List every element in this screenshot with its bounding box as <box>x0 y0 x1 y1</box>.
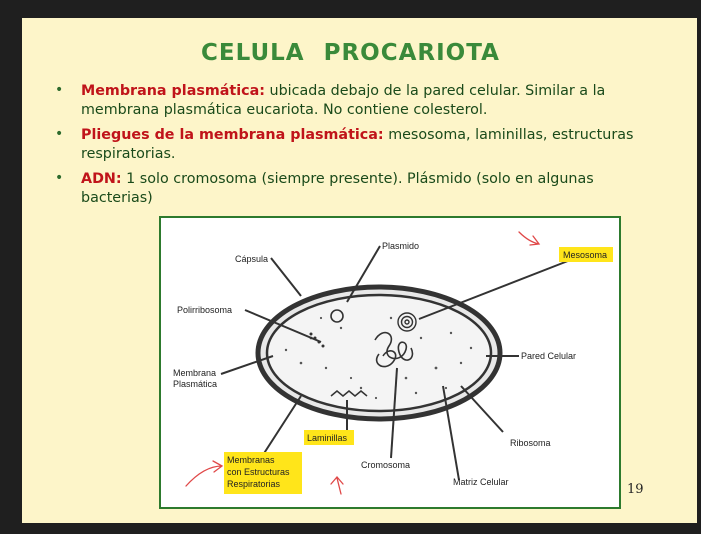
bullet-membrana <box>55 82 665 120</box>
red-arrow-icon <box>186 461 222 486</box>
label-membranas-2: con Estructuras <box>227 467 290 477</box>
bullet-text: mesosoma, laminillas, estructuras respiratorias. <box>81 127 634 162</box>
label-cromosoma: Cromosoma <box>361 460 411 470</box>
bullet-term: Membrana plasmática: <box>81 83 265 99</box>
bullet-term: Pliegues de la membrana plasmática: <box>81 127 384 143</box>
bullet-dot-icon: • <box>55 170 64 186</box>
label-membranas-1: Membranas <box>227 455 275 465</box>
bullet-adn <box>55 170 665 208</box>
label-mesosoma: Mesosoma <box>563 250 608 260</box>
page-number: 19 <box>627 482 644 497</box>
bullet-term: ADN: <box>81 171 122 187</box>
cell-diagram <box>159 216 621 509</box>
label-polirribosoma: Polirribosoma <box>177 305 233 315</box>
label-membrana-1: Membrana <box>173 368 217 378</box>
red-arrow-icon <box>519 232 539 245</box>
slide-title: CELULA PROCARIOTA <box>201 40 500 66</box>
label-matriz-celular: Matriz Celular <box>453 477 509 487</box>
bullet-list <box>55 82 665 214</box>
label-membrana-2: Plasmática <box>173 379 218 389</box>
bullet-text: 1 solo cromosoma (siempre presente). Plásmido (solo en algunas bacterias) <box>81 171 594 206</box>
prokaryote-cell-drawing <box>258 287 500 419</box>
bullet-text: ubicada debajo de la pared celular. Similar a la membrana plasmática eucariota. No contiene colesterol. <box>81 83 606 118</box>
label-pared-celular: Pared Celular <box>521 351 577 361</box>
label-ribosoma: Ribosoma <box>510 438 551 448</box>
label-plasmido: Plasmido <box>382 241 420 251</box>
bullet-dot-icon: • <box>55 126 64 142</box>
bullet-dot-icon: • <box>55 82 64 98</box>
cell-membrane-shape <box>267 295 491 411</box>
label-capsula: Cápsula <box>235 254 269 264</box>
label-laminillas: Laminillas <box>307 433 348 443</box>
cell-diagram-svg <box>161 218 619 507</box>
red-arrow-icon <box>331 477 343 494</box>
bullet-pliegues <box>55 126 665 164</box>
label-membranas-3: Respiratorias <box>227 479 281 489</box>
